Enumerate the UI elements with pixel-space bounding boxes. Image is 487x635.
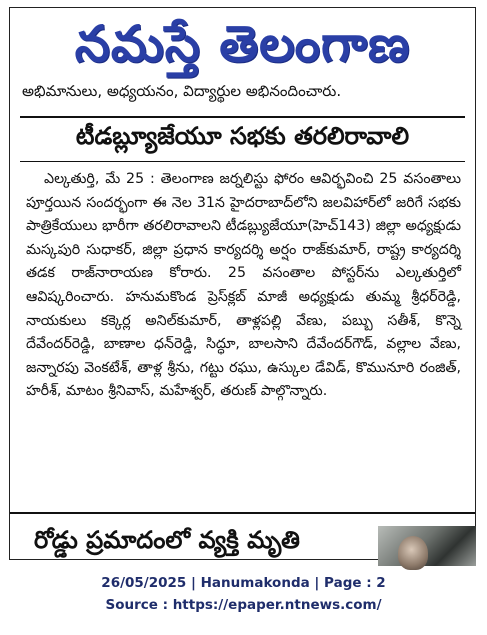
article-photo xyxy=(378,526,476,566)
newspaper-clipping xyxy=(9,7,476,560)
source-url-line: Source : https://epaper.ntnews.com/ xyxy=(105,597,382,613)
article-body: ఎల్కతుర్తి, మే 25 : తెలంగాణ జర్నలిస్టు ఫోరం ఆవిర్భవించి 25 వసంతాలు పూర్తయిన సందర్భంగా ఈ నెల 31న హైదరాబాద్‌లోని జలవిహార్‌లో జరిగే సభకు పాత్రికేయులు భారీగా తరలిరావాలని టీడబ్ల్యుజేయూ(హెచ్143) జిల్లా అధ్యక్షుడు మస్కపురి సుధాకర్, జిల్లా ప్రధాన కార్యదర్శి అర్షం రాజ్‌కుమార్, రాష్ట్ర కార్యదర్శి తడక రాజ్‌నారాయణ కోరారు. 25 వసంతాల పోస్టర్‌ను ఎల్కతుర్తిలో ఆవిష్కరించారు. హనుమకొండ ప్రెస్‌క్లబ్ మాజీ అధ్యక్షుడు తుమ్మ శ్రీధర్‌రెడ్డి, నాయకులు కక్కెర్ల అనిల్‌కుమార్, తాళ్లపల్లి వేణు, పబ్బు సతీశ్, కొన్నె దేవేందర్‌రెడ్డి, బాణాల ధన్‌రెడ్డి, సిద్ధూ, బాలసాని దేవేందర్‌గౌడ్, వల్లాల వేణు, జన్నారపు వెంకటేశ్, తాళ్ల శ్రీను, గట్టు రఘు, ఉస్కుల డేవిడ్, కొమునూరి రంజిత్, హరీశ్, మాటం శ్రీనివాస్, మహేశ్వర్, తరుణ్ పాల్గొన్నారు. xyxy=(26,171,461,400)
article-headline-box xyxy=(20,116,465,162)
next-article xyxy=(10,512,475,564)
cutoff-text-line xyxy=(22,82,463,110)
cutoff-text: అభిమానులు, అధ్యయనం, విద్యార్థుల అభినందించారు. xyxy=(22,82,342,100)
article-headline: టీడబ్ల్యూజేయూ సభకు తరలిరావాలి xyxy=(75,122,410,150)
masthead xyxy=(10,8,475,92)
next-article-headline: రోడ్డు ప్రమాదంలో వ్యక్తి మృతి xyxy=(34,526,300,554)
source-date-line: 26/05/2025 | Hanumakonda | Page : 2 xyxy=(101,575,386,591)
person-photo-face xyxy=(398,536,428,570)
masthead-title: నమస్తే తెలంగాణ xyxy=(74,14,411,73)
